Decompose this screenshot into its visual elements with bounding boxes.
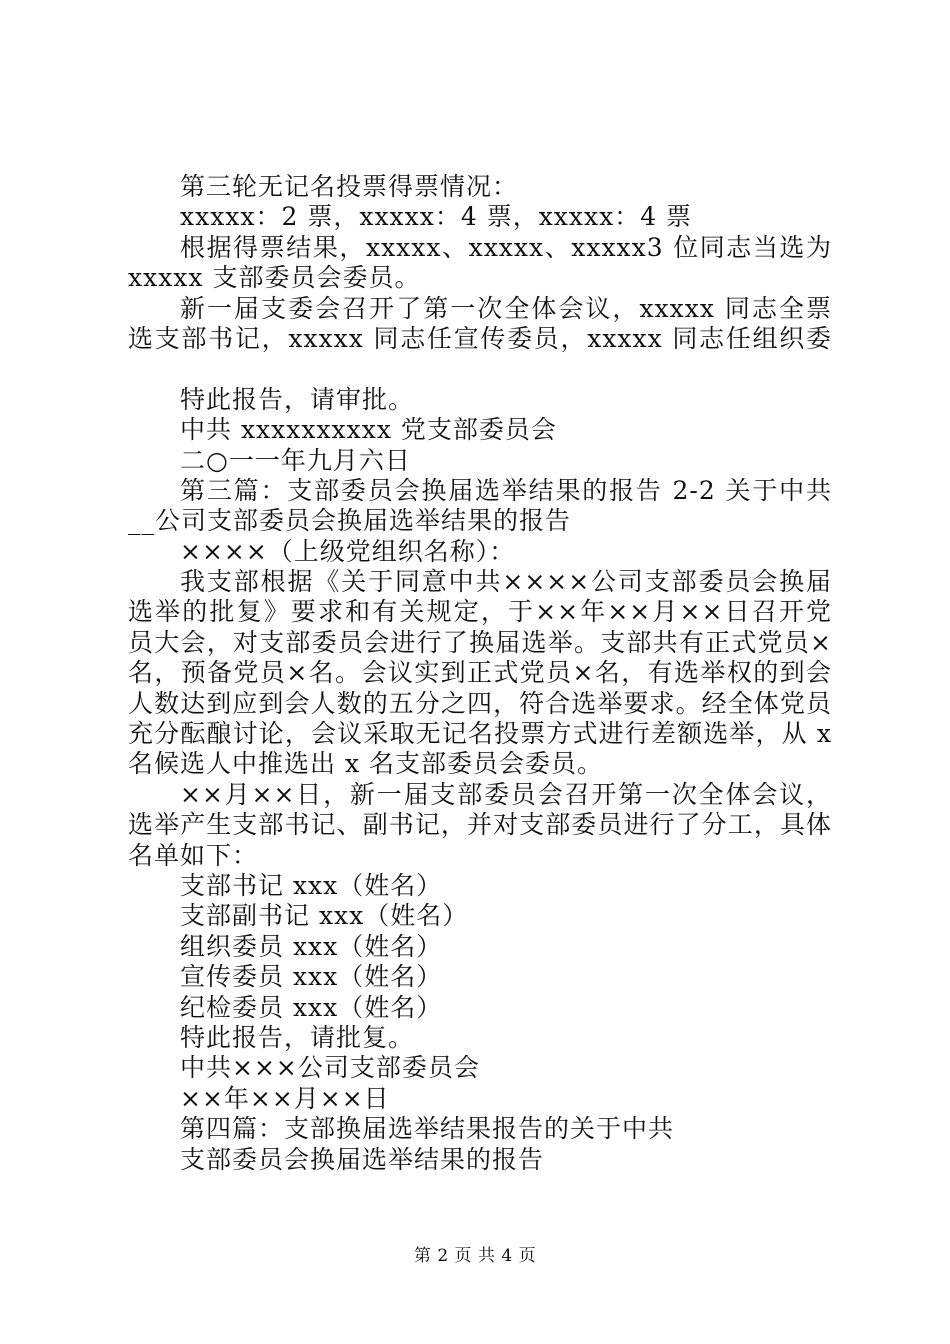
document-body [128, 172, 832, 1175]
text-line: 特此报告，请审批。 [180, 384, 415, 414]
text-line: 第三轮无记名投票得票情况： [180, 172, 519, 201]
text-line: 二○一一年九月六日 [180, 445, 411, 475]
text-line: 选举产生支部书记、副书记，并对支部委员进行了分工，具体 [128, 810, 832, 840]
list-item: 宣传委员 xxx（姓名） [180, 962, 443, 992]
text-line: 根据得票结果，xxxxx、xxxxx、xxxxx3 位同志当选为 [180, 232, 832, 262]
text-line: xxxxx 支部委员会委员。 [128, 263, 421, 293]
text-line: ××年××月××日 [180, 1083, 390, 1113]
text-line: 特此报告，请批复。 [180, 1022, 415, 1052]
text-line: 名，预备党员×名。会议实到正式党员×名，有选举权的到会 [128, 658, 832, 688]
list-item: 支部副书记 xxx（姓名） [180, 901, 469, 931]
text-line: ××月××日，新一届支部委员会召开第一次全体会议， [180, 779, 832, 809]
text-line: 人数达到应到会人数的五分之四，符合选举要求。经全体党员 [128, 688, 832, 718]
text-line: 充分酝酿讨论，会议采取无记名投票方式进行差额选举，从 x [128, 719, 832, 749]
text-line: 选支部书记，xxxxx 同志任宣传委员，xxxxx 同志任组织委 [128, 323, 832, 353]
text-line: 名单如下： [128, 840, 259, 870]
text-line: xxxxx：2 票，xxxxx：4 票，xxxxx：4 票 [180, 202, 693, 232]
text-line: 中共×××公司支部委员会 [180, 1053, 480, 1083]
section-heading: 第三篇：支部委员会换届选举结果的报告 2-2 关于中共 [180, 475, 832, 505]
paragraph-gap [128, 354, 832, 384]
list-item: 支部书记 xxx（姓名） [180, 870, 443, 900]
list-item: 组织委员 xxx（姓名） [180, 931, 443, 961]
text-line: 中共 xxxxxxxxxx 党支部委员会 [180, 415, 557, 445]
section-heading: 支部委员会换届选举结果的报告 [180, 1144, 545, 1174]
text-line: 选举的批复》要求和有关规定，于××年××月××日召开党 [128, 597, 832, 627]
text-line: 新一届支委会召开了第一次全体会议，xxxxx 同志全票 [180, 293, 832, 323]
text-line: 员大会，对支部委员会进行了换届选举。支部共有正式党员× [128, 627, 832, 657]
text-line: ××××（上级党组织名称）： [180, 536, 516, 566]
page-number-footer: 第 2 页 共 4 页 [413, 1246, 537, 1266]
text-line: 我支部根据《关于同意中共××××公司支部委员会换届 [180, 567, 832, 597]
text-line: 名候选人中推选出 x 名支部委员会委员。 [128, 749, 603, 779]
section-heading: __公司支部委员会换届选举结果的报告 [128, 506, 572, 536]
list-item: 纪检委员 xxx（姓名） [180, 992, 443, 1022]
section-heading: 第四篇：支部换届选举结果报告的关于中共 [180, 1114, 675, 1144]
